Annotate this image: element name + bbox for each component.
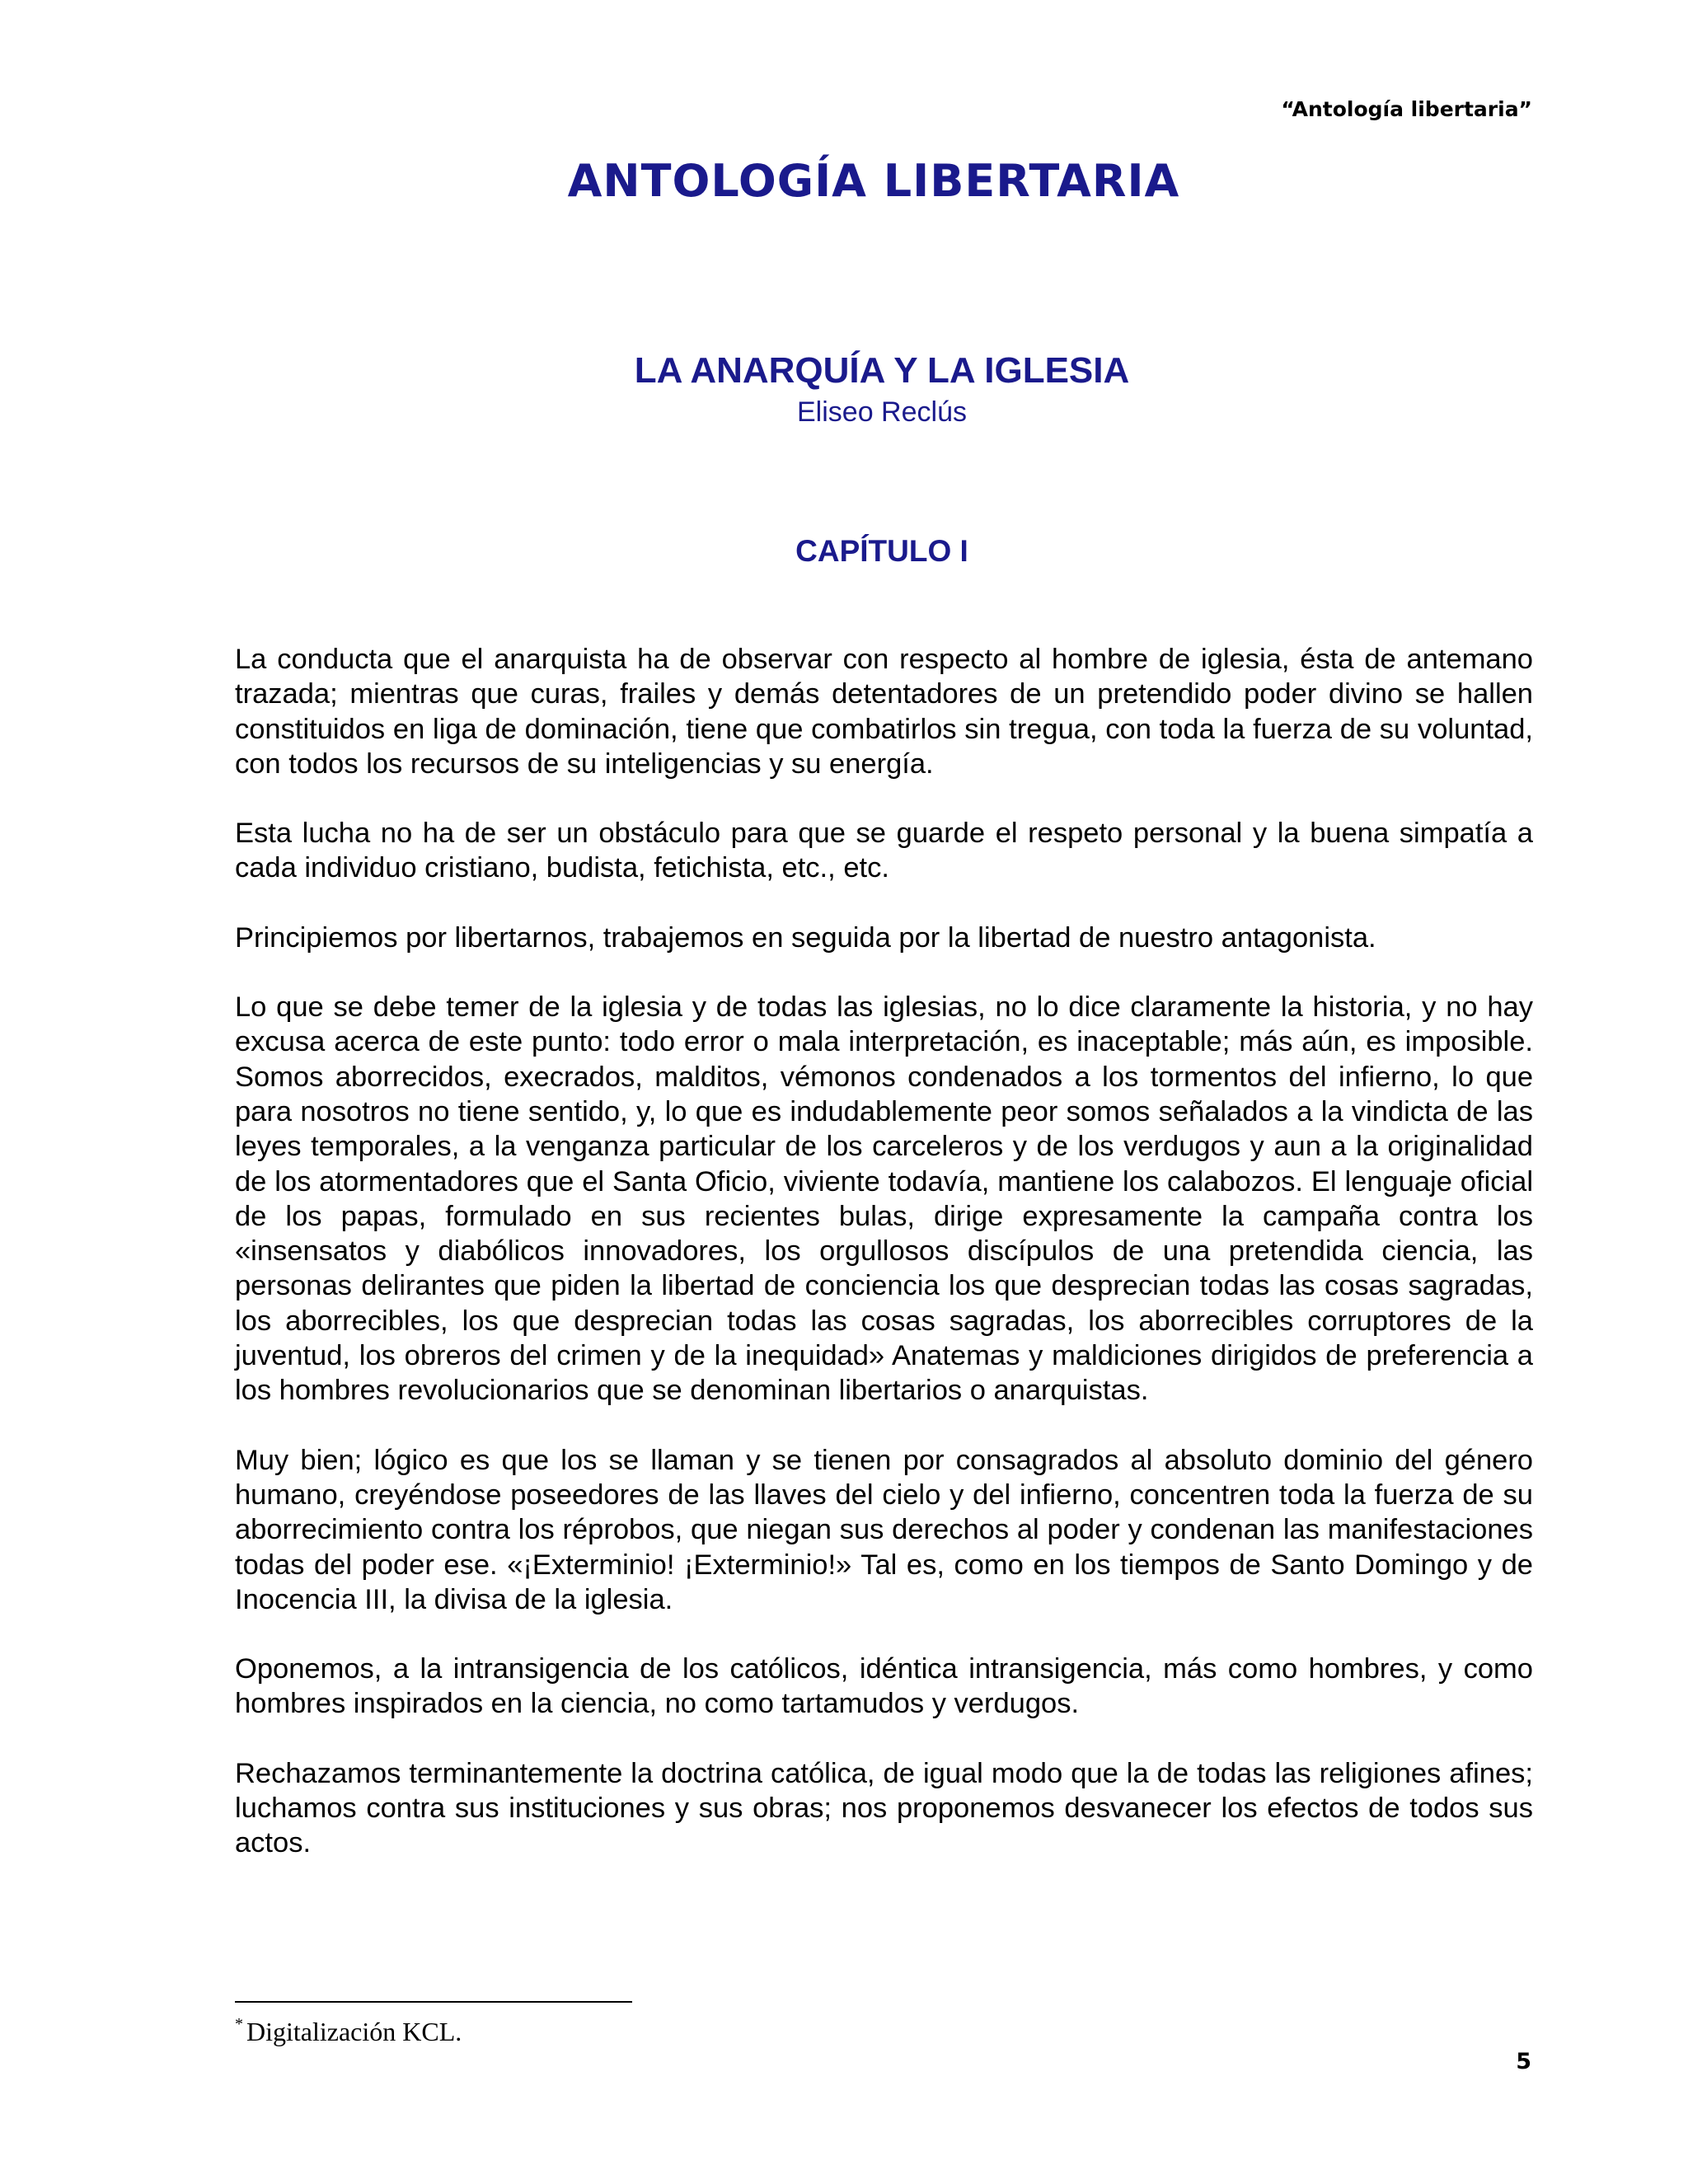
paragraph: Rechazamos terminantemente la doctrina católica, de igual modo que la de todas las religiones afines; luchamos contra sus instituciones y sus obras; nos proponemos desvanecer los efectos de todos sus actos. [235, 1757, 1533, 1859]
paragraph: Esta lucha no ha de ser un obstáculo para que se guarde el respeto personal y la buena simpatía a cada individuo cristiano, budista, fetichista, etc., etc. [235, 818, 1533, 884]
author-name: Eliseo Reclús [797, 396, 967, 428]
footnote-text: Digitalización KCL. [246, 2017, 462, 2046]
paragraph: La conducta que el anarquista ha de observar con respecto al hombre de iglesia, ésta de antemano trazada; mientras que curas, frailes y demás detentadores de un pretendido poder divino se hallen constituidos en liga de dominación, tiene que combatirlos sin tregua, con toda la fuerza de su voluntad, con todos los recursos de su inteligencias y su energía. [235, 644, 1533, 780]
paragraph: Lo que se debe temer de la iglesia y de todas las iglesias, no lo dice claramente la historia, y no hay excusa acerca de este punto: todo error o mala interpretación, es inaceptable; más aún, es imposible. Somos aborrecidos, execrados, malditos, vémonos condenados a los tormentos del infierno, lo que para nosotros no tiene sentido, y, lo que es indudablemente peor somos señalados a la vindicta de las leyes temporales, a la venganza particular de los carceleros y de los verdugos y aun a la originalidad de los atormentadores que el Santa Oficio, viviente todavía, mantiene los calabozos. El lenguaje oficial de los papas, formulado en sus recientes bulas, dirige expresamente la campaña contra los «insensatos y diabólicos innovadores, los orgullosos discípulos de una pretendida ciencia, las personas delirantes que piden la libertad de conciencia los que desprecian todas las cosas sagradas, los aborrecibles, los que desprecian todas las cosas sagradas, los aborrecibles corruptores de la juventud, los obreros del crimen y de la inequidad» Anatemas y maldiciones dirigidos de preferencia a los hombres revolucionarios que se denominan libertarios o anarquistas. [235, 991, 1533, 1407]
paragraph: Principiemos por libertarnos, trabajemos en seguida por la libertad de nuestro antagonista. [235, 921, 1376, 954]
page-title: ANTOLOGÍA LIBERTARIA [567, 155, 1180, 207]
footnote-divider [235, 2001, 632, 2003]
section-title: LA ANARQUÍA Y LA IGLESIA [634, 350, 1130, 391]
paragraph: Oponemos, a la intransigencia de los católicos, idéntica intransigencia, más como hombres, y como hombres inspirados en la ciencia, no como tartamudos y verdugos. [235, 1653, 1533, 1720]
chapter-title: CAPÍTULO I [795, 534, 968, 568]
body-text [235, 642, 1533, 1896]
paragraph: Muy bien; lógico es que los se llaman y se tienen por consagrados al absoluto dominio del género humano, creyéndose poseedores de las llaves del cielo y del infierno, concentren toda la fuerza de su aborrecimiento contra los réprobos, que niegan sus derechos al poder y condenan las manifestaciones todas del poder ese. «¡Exterminio! ¡Exterminio!» Tal es, como en los tiempos de Santo Domingo y de Inocencia III, la divisa de la iglesia. [235, 1444, 1533, 1615]
page-number: 5 [1516, 2049, 1531, 2074]
footnote-marker: * [235, 2015, 243, 2033]
footnote [235, 2015, 462, 2047]
running-header: “Antología libertaria” [1281, 97, 1532, 121]
